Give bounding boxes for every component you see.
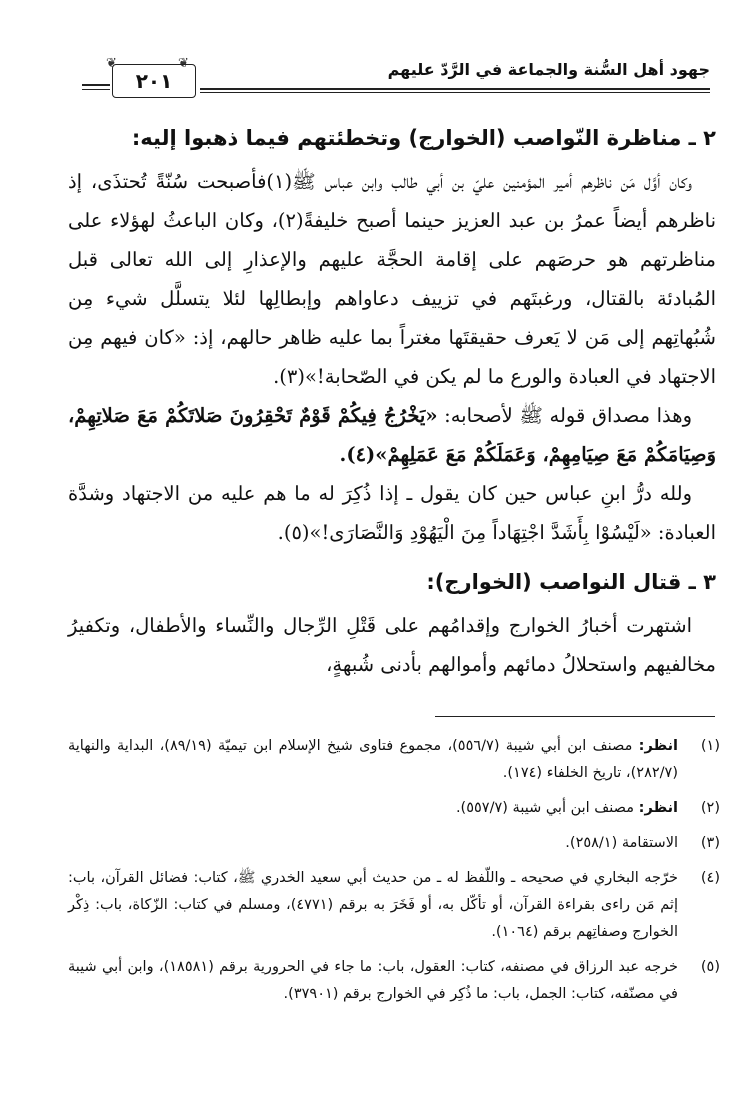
footnote-text: خرجه عبد الرزاق في مصنفه، كتاب: العقول، باب: ما جاء في الحرورية برقم (١٨٥٨١)، وابن أبي شيبة في مصنّفه، كتاب: الجمل، باب: ما ذُكِر في الخوارج برقم (٣٧٩٠١). [68,959,679,1002]
footnote-separator [435,716,715,717]
header-ornament-line [82,84,110,86]
section-heading: ٢ ـ مناظرة النّواصب (الخوارج) وتخطئتهم فيما ذهبوا إليه: [131,126,716,150]
footnote-text: الاستقامة (٢٥٨/١). [565,835,678,851]
footnote-number: (٤) [700,870,720,886]
footnote [68,733,720,787]
footnote [68,865,720,946]
footnote-number: (٢) [700,800,720,816]
footnote-text: مصنف ابن أبي شيبة (٥٥٦/٧)، مجموع فتاوى شيخ الإسلام ابن تيميّة (٨٩/١٩)، البداية والنهاية (٢٨٢/٧)، تاريخ الخلفاء (١٧٤). [68,738,678,781]
running-title: جهود أهل السُّنة والجماعة في الرَّدّ عليهم [387,60,710,79]
footnote-text: مصنف ابن أبي شيبة (٥٥٧/٧). [455,800,639,816]
footnote-number: (٥) [700,959,720,975]
footnote [68,954,720,1008]
footnote-number: (١) [700,738,720,754]
footnote-label: انظر: [638,800,678,816]
footnotes [68,733,720,1016]
main-text [68,118,716,684]
page-number: ٢٠١ [135,69,173,93]
footnote [68,795,720,822]
page-header [82,58,710,102]
paragraph: اشتهرت أخبارُ الخوارج وإقدامُهم على قَتْلِ الرِّجال والنِّساء والأطفال، وتكفيرُ مخالفيهم واستحلالُ دمائهم وأموالهم بأدنى شُبهةٍ، [68,614,716,676]
floral-ornament-icon: ❦ [178,56,189,71]
paragraph [68,396,716,474]
header-rule [200,88,710,90]
paragraph-intro: وهذا مصداق قوله ﷺ لأصحابه: [437,404,692,427]
footnote-text: خرّجه البخاري في صحيحه ـ واللّفظ له ـ من حديث أبي سعيد الخدري ﷺ، كتاب: فضائل القرآن، باب: إثم مَن راءى بقراءة القرآن، أو تأكّل به، أو فَخَرَ به برقم (٤٧٧١)، ومسلم في كتاب: الزّكاة، باب: ذِكْر الخوارج وصفاتِهم برقم (١٠٦٤). [68,870,678,940]
header-ornament-line [82,89,110,90]
footnote-label: انظر: [638,738,678,754]
hadith-quote: «يَخْرُجُ فِيكُمْ قَوْمٌ تَحْقِرُونَ صَلاتَكُمْ مَعَ صَلاتِهِمْ، وَصِيَامَكُمْ مَعَ صِيَامِهِمْ، وَعَمَلَكُمْ مَعَ عَمَلِهِمْ»(٤). [68,404,716,466]
paragraph: وكان أوَّل مَن ناظرهم أمير المؤمنين عليّ بن أبي طالب وابن عباس ﷺ(١)فأصبحت سُنّةً تُحتذَى، إذ ناظرهم أيضاً عمرُ بن عبد العزيز حينما أصبح خليفةً(٢)، وكان الباعثُ لهؤلاء على مناظرتهم هو حرصَهم على إقامة الحجَّة عليهم والإعذارِ إلى الله تعالى قبل المُبادئة بالقتال، ورغبتَهم في تزييف دعاواهم وإبطالِها لئلا يتسلَّل شيء مِن شُبُهاتِهم إلى مَن لا يَعرف حقيقتَها مغتراً بما عليه ظاهر حالهم، إذ: «كان فيهم مِن الاجتهاد في العبادة والورع ما لم يكن في الصّحابة!»(٣). [68,170,716,388]
floral-ornament-icon: ❦ [106,56,117,71]
header-rule [200,92,710,93]
paragraph: ولله درُّ ابنِ عباس حين كان يقول ـ إذا ذُكِرَ له ما هم عليه من الاجتهاد وشدَّة العبادة: «لَيْسُوْا بِأَشَدَّ اجْتِهَاداً مِنَ الْيَهُوْدِ وَالنَّصَارَى!»(٥). [68,482,716,544]
footnote [68,830,720,857]
footnote-number: (٣) [700,835,720,851]
page-number-frame [112,64,196,98]
section-heading: ٣ ـ قتال النواصب (الخوارج): [426,570,716,594]
